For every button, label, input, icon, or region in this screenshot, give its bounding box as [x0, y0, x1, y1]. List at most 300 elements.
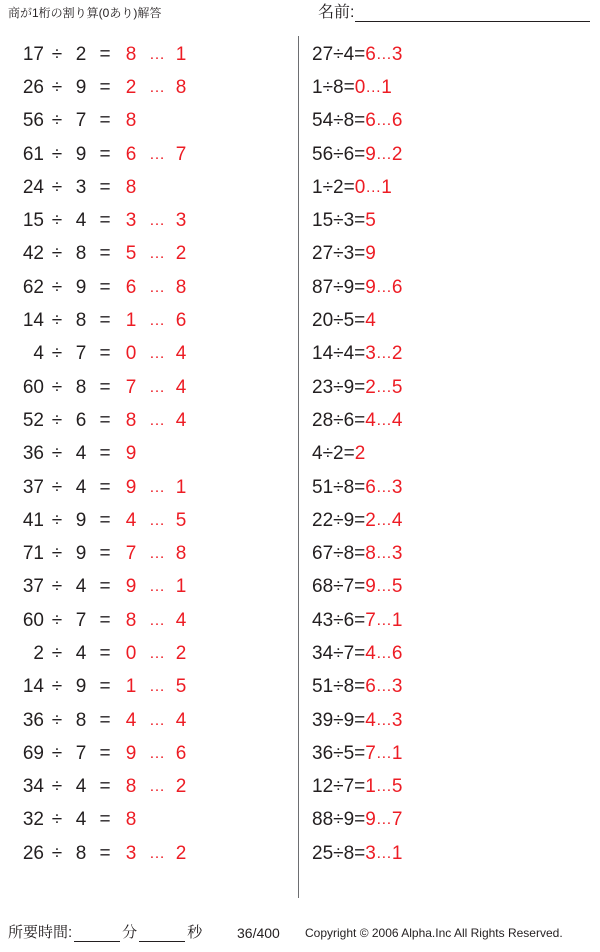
- dividend: 56: [22, 110, 44, 132]
- dividend: 26: [22, 76, 44, 98]
- quotient-answer[interactable]: 9: [125, 443, 137, 465]
- minutes-unit-label: 分: [122, 924, 138, 941]
- divisor: 8: [333, 76, 344, 98]
- problem-column-right: [0, 38, 403, 896]
- dividend: 68: [312, 576, 334, 598]
- equals-icon: =: [354, 143, 366, 165]
- remainder-dots-icon: …: [375, 345, 392, 363]
- divisor: 9: [75, 676, 87, 698]
- dividend: 14: [22, 676, 44, 698]
- divisor: 4: [75, 443, 87, 465]
- remainder-dots-icon: …: [149, 844, 165, 862]
- equals-icon: =: [99, 310, 111, 332]
- remainder-answer[interactable]: 2: [175, 243, 187, 265]
- quotient-answer[interactable]: 2: [125, 76, 137, 98]
- divide-icon: ÷: [51, 310, 63, 332]
- equals-icon: =: [99, 376, 111, 398]
- dividend: 67: [312, 543, 334, 565]
- dividend: 32: [22, 809, 44, 831]
- name-input-line[interactable]: [355, 4, 590, 22]
- divide-icon: ÷: [51, 642, 63, 664]
- divisor: 5: [343, 742, 355, 764]
- dividend: 27: [312, 43, 334, 65]
- equals-icon: =: [354, 310, 366, 332]
- remainder-dots-icon: …: [375, 778, 392, 796]
- remainder-answer[interactable]: 1: [391, 609, 403, 631]
- equals-icon: =: [99, 276, 111, 298]
- divide-icon: ÷: [51, 343, 63, 365]
- divide-icon: ÷: [333, 310, 344, 332]
- quotient-answer[interactable]: 3: [365, 343, 376, 365]
- quotient-answer[interactable]: 8: [125, 776, 137, 798]
- remainder-dots-icon: …: [149, 511, 165, 529]
- remainder-answer[interactable]: 7: [175, 143, 187, 165]
- quotient-answer[interactable]: 9: [125, 576, 137, 598]
- divisor: 9: [75, 143, 87, 165]
- quotient-answer[interactable]: 9: [365, 809, 376, 831]
- divide-icon: ÷: [333, 776, 344, 798]
- equals-icon: =: [99, 676, 111, 698]
- divisor: 3: [75, 176, 87, 198]
- remainder-dots-icon: …: [375, 378, 392, 396]
- divisor: 8: [343, 543, 355, 565]
- equals-icon: =: [99, 509, 111, 531]
- dividend: 22: [312, 509, 334, 531]
- remainder-dots-icon: …: [149, 145, 165, 163]
- remainder-answer[interactable]: 5: [175, 676, 187, 698]
- remainder-dots-icon: …: [375, 811, 392, 829]
- seconds-input-line[interactable]: [139, 925, 185, 942]
- divisor: 8: [343, 476, 355, 498]
- divide-icon: ÷: [333, 476, 344, 498]
- quotient-answer[interactable]: 4: [365, 409, 376, 431]
- remainder-dots-icon: …: [375, 578, 392, 596]
- remainder-answer[interactable]: 6: [175, 742, 187, 764]
- quotient-answer[interactable]: 8: [125, 809, 137, 831]
- equals-icon: =: [354, 609, 366, 631]
- divide-icon: ÷: [333, 509, 344, 531]
- quotient-answer[interactable]: 9: [365, 243, 376, 265]
- remainder-answer[interactable]: 3: [391, 676, 403, 698]
- equals-icon: =: [99, 609, 111, 631]
- dividend: 61: [22, 143, 44, 165]
- divisor: 7: [75, 609, 87, 631]
- equals-icon: =: [354, 842, 366, 864]
- quotient-answer[interactable]: 6: [365, 676, 376, 698]
- minutes-input-line[interactable]: [74, 925, 120, 942]
- dividend: 39: [312, 709, 334, 731]
- divisor: 8: [343, 110, 355, 132]
- equals-icon: =: [354, 110, 366, 132]
- divisor: 9: [75, 76, 87, 98]
- equals-icon: =: [343, 176, 355, 198]
- remainder-dots-icon: …: [149, 278, 165, 296]
- quotient-answer[interactable]: 0: [354, 76, 366, 98]
- divide-icon: ÷: [51, 576, 63, 598]
- quotient-answer[interactable]: 9: [125, 742, 137, 764]
- quotient-answer[interactable]: 6: [125, 276, 137, 298]
- divide-icon: ÷: [333, 609, 344, 631]
- remainder-dots-icon: …: [365, 178, 382, 196]
- remainder-dots-icon: …: [375, 411, 392, 429]
- remainder-answer[interactable]: 4: [175, 609, 187, 631]
- quotient-answer[interactable]: 3: [125, 842, 137, 864]
- dividend: 71: [22, 543, 44, 565]
- divide-icon: ÷: [51, 842, 63, 864]
- equals-icon: =: [99, 809, 111, 831]
- dividend: 20: [312, 310, 334, 332]
- divide-icon: ÷: [51, 176, 63, 198]
- remainder-answer[interactable]: 3: [391, 476, 403, 498]
- remainder-answer[interactable]: 6: [391, 110, 403, 132]
- dividend: 41: [22, 509, 44, 531]
- quotient-answer[interactable]: 2: [354, 443, 366, 465]
- quotient-answer[interactable]: 8: [125, 110, 137, 132]
- dividend: 27: [312, 243, 334, 265]
- remainder-answer[interactable]: 2: [391, 343, 403, 365]
- divisor: 2: [75, 43, 87, 65]
- remainder-answer[interactable]: 4: [175, 409, 187, 431]
- divide-icon: ÷: [51, 509, 63, 531]
- remainder-dots-icon: …: [375, 744, 392, 762]
- divisor: 8: [75, 310, 87, 332]
- divide-icon: ÷: [51, 809, 63, 831]
- quotient-answer[interactable]: 4: [365, 310, 376, 332]
- equals-icon: =: [354, 409, 366, 431]
- divisor: 6: [343, 609, 355, 631]
- seconds-unit-label: 秒: [187, 924, 203, 941]
- remainder-answer[interactable]: 4: [175, 709, 187, 731]
- divide-icon: ÷: [51, 609, 63, 631]
- quotient-answer[interactable]: 2: [365, 509, 376, 531]
- divisor: 4: [343, 343, 355, 365]
- divide-icon: ÷: [51, 409, 63, 431]
- remainder-answer[interactable]: 3: [391, 43, 403, 65]
- divisor: 2: [333, 176, 344, 198]
- dividend: 36: [312, 742, 334, 764]
- dividend: 60: [22, 376, 44, 398]
- quotient-answer[interactable]: 9: [365, 576, 376, 598]
- remainder-answer[interactable]: 3: [391, 543, 403, 565]
- page-title: 商が1桁の割り算(0あり)解答: [8, 6, 162, 20]
- quotient-answer[interactable]: 7: [365, 742, 376, 764]
- dividend: 2: [33, 642, 44, 664]
- divide-icon: ÷: [333, 376, 344, 398]
- name-field-block: [318, 4, 590, 22]
- dividend: 42: [22, 243, 44, 265]
- remainder-answer[interactable]: 5: [391, 576, 403, 598]
- remainder-dots-icon: …: [149, 411, 165, 429]
- remainder-answer[interactable]: 2: [391, 143, 403, 165]
- quotient-answer[interactable]: 5: [125, 243, 137, 265]
- dividend: 54: [312, 110, 334, 132]
- divisor: 7: [343, 776, 355, 798]
- quotient-answer[interactable]: 8: [125, 176, 137, 198]
- dividend: 28: [312, 409, 334, 431]
- dividend: 14: [312, 343, 334, 365]
- dividend: 15: [22, 210, 44, 232]
- page-header: [0, 0, 600, 34]
- equals-icon: =: [99, 576, 111, 598]
- divide-icon: ÷: [51, 476, 63, 498]
- equals-icon: =: [99, 842, 111, 864]
- quotient-answer[interactable]: 7: [125, 376, 137, 398]
- remainder-answer[interactable]: 1: [381, 176, 392, 198]
- equals-icon: =: [354, 642, 366, 664]
- name-label: 名前:: [318, 4, 355, 21]
- equals-icon: =: [99, 409, 111, 431]
- quotient-answer[interactable]: 9: [125, 476, 137, 498]
- divisor: 7: [75, 110, 87, 132]
- remainder-dots-icon: …: [375, 844, 392, 862]
- remainder-answer[interactable]: 5: [175, 509, 187, 531]
- equals-icon: =: [99, 443, 111, 465]
- equals-icon: =: [354, 776, 366, 798]
- remainder-answer[interactable]: 6: [175, 310, 187, 332]
- quotient-answer[interactable]: 6: [365, 110, 376, 132]
- dividend: 51: [312, 676, 334, 698]
- equals-icon: =: [343, 76, 355, 98]
- divide-icon: ÷: [333, 809, 344, 831]
- equals-icon: =: [343, 443, 355, 465]
- equals-icon: =: [99, 110, 111, 132]
- divisor: 9: [343, 276, 355, 298]
- equals-icon: =: [354, 243, 366, 265]
- divisor: 7: [343, 576, 355, 598]
- remainder-answer[interactable]: 1: [381, 76, 392, 98]
- remainder-answer[interactable]: 1: [175, 43, 187, 65]
- divide-icon: ÷: [51, 376, 63, 398]
- quotient-answer[interactable]: 7: [125, 543, 137, 565]
- divisor: 6: [75, 409, 87, 431]
- quotient-answer[interactable]: 7: [365, 609, 376, 631]
- remainder-answer[interactable]: 4: [391, 509, 403, 531]
- remainder-answer[interactable]: 8: [175, 276, 187, 298]
- remainder-dots-icon: …: [149, 378, 165, 396]
- remainder-dots-icon: …: [375, 545, 392, 563]
- quotient-answer[interactable]: 6: [365, 476, 376, 498]
- dividend: 23: [312, 376, 334, 398]
- divide-icon: ÷: [333, 842, 344, 864]
- remainder-dots-icon: …: [149, 744, 165, 762]
- dividend: 4: [312, 443, 323, 465]
- dividend: 1: [312, 176, 323, 198]
- remainder-answer[interactable]: 2: [175, 776, 187, 798]
- dividend: 51: [312, 476, 334, 498]
- divisor: 7: [75, 742, 87, 764]
- divisor: 9: [343, 509, 355, 531]
- quotient-answer[interactable]: 1: [365, 776, 376, 798]
- quotient-answer[interactable]: 5: [365, 210, 376, 232]
- remainder-answer[interactable]: 2: [175, 842, 187, 864]
- divide-icon: ÷: [333, 343, 344, 365]
- equals-icon: =: [99, 776, 111, 798]
- divisor: 5: [343, 310, 355, 332]
- quotient-answer[interactable]: 1: [125, 310, 137, 332]
- equals-icon: =: [99, 642, 111, 664]
- divisor: 8: [75, 709, 87, 731]
- divisor: 4: [75, 776, 87, 798]
- quotient-answer[interactable]: 2: [365, 376, 376, 398]
- quotient-answer[interactable]: 9: [365, 143, 376, 165]
- equals-icon: =: [354, 276, 366, 298]
- equals-icon: =: [99, 476, 111, 498]
- quotient-answer[interactable]: 8: [365, 543, 376, 565]
- divide-icon: ÷: [333, 110, 344, 132]
- remainder-dots-icon: …: [375, 644, 392, 662]
- divisor: 4: [75, 476, 87, 498]
- remainder-answer[interactable]: 6: [391, 276, 403, 298]
- remainder-dots-icon: …: [149, 245, 165, 263]
- quotient-answer[interactable]: 6: [365, 43, 376, 65]
- dividend: 14: [22, 310, 44, 332]
- divide-icon: ÷: [333, 210, 344, 232]
- equals-icon: =: [99, 143, 111, 165]
- remainder-dots-icon: …: [149, 45, 165, 63]
- divisor: 8: [75, 842, 87, 864]
- dividend: 37: [22, 476, 44, 498]
- dividend: 1: [312, 76, 323, 98]
- equals-icon: =: [354, 376, 366, 398]
- remainder-answer[interactable]: 4: [391, 409, 403, 431]
- remainder-dots-icon: …: [149, 212, 165, 230]
- quotient-answer[interactable]: 4: [365, 709, 376, 731]
- divide-icon: ÷: [333, 742, 344, 764]
- remainder-dots-icon: …: [375, 145, 392, 163]
- quotient-answer[interactable]: 9: [365, 276, 376, 298]
- quotient-answer[interactable]: 3: [125, 210, 137, 232]
- divide-icon: ÷: [51, 210, 63, 232]
- remainder-answer[interactable]: 3: [175, 210, 187, 232]
- quotient-answer[interactable]: 8: [125, 409, 137, 431]
- divide-icon: ÷: [333, 43, 344, 65]
- divisor: 8: [75, 376, 87, 398]
- remainder-dots-icon: …: [375, 478, 392, 496]
- equals-icon: =: [99, 76, 111, 98]
- remainder-dots-icon: …: [149, 778, 165, 796]
- divide-icon: ÷: [51, 443, 63, 465]
- equals-icon: =: [354, 509, 366, 531]
- equals-icon: =: [354, 210, 366, 232]
- dividend: 15: [312, 210, 334, 232]
- quotient-answer[interactable]: 0: [354, 176, 366, 198]
- remainder-answer[interactable]: 1: [175, 476, 187, 498]
- remainder-dots-icon: …: [149, 78, 165, 96]
- dividend: 88: [312, 809, 334, 831]
- quotient-answer[interactable]: 6: [125, 143, 137, 165]
- quotient-answer[interactable]: 4: [125, 509, 137, 531]
- remainder-answer[interactable]: 5: [391, 776, 403, 798]
- divide-icon: ÷: [333, 676, 344, 698]
- quotient-answer[interactable]: 0: [125, 343, 137, 365]
- remainder-dots-icon: …: [149, 644, 165, 662]
- dividend: 43: [312, 609, 334, 631]
- equals-icon: =: [99, 210, 111, 232]
- equals-icon: =: [99, 243, 111, 265]
- quotient-answer[interactable]: 4: [125, 709, 137, 731]
- remainder-answer[interactable]: 8: [175, 543, 187, 565]
- divisor: 9: [75, 276, 87, 298]
- equals-icon: =: [99, 742, 111, 764]
- equals-icon: =: [354, 343, 366, 365]
- remainder-dots-icon: …: [149, 312, 165, 330]
- remainder-dots-icon: …: [149, 345, 165, 363]
- remainder-answer[interactable]: 3: [391, 709, 403, 731]
- remainder-answer[interactable]: 6: [391, 642, 403, 664]
- divisor: 4: [75, 576, 87, 598]
- divisor: 7: [343, 642, 355, 664]
- remainder-dots-icon: …: [149, 478, 165, 496]
- divide-icon: ÷: [51, 243, 63, 265]
- divisor: 7: [75, 343, 87, 365]
- quotient-answer[interactable]: 8: [125, 609, 137, 631]
- remainder-dots-icon: …: [375, 611, 392, 629]
- dividend: 36: [22, 443, 44, 465]
- equals-icon: =: [354, 43, 366, 65]
- dividend: 52: [22, 409, 44, 431]
- divisor: 4: [75, 210, 87, 232]
- dividend: 87: [312, 276, 334, 298]
- divide-icon: ÷: [333, 409, 344, 431]
- dividend: 25: [312, 842, 334, 864]
- divisor: 8: [343, 842, 355, 864]
- divide-icon: ÷: [51, 276, 63, 298]
- quotient-answer[interactable]: 0: [125, 642, 137, 664]
- divide-icon: ÷: [51, 543, 63, 565]
- remainder-dots-icon: …: [365, 78, 382, 96]
- remainder-answer[interactable]: 5: [391, 376, 403, 398]
- divisor: 9: [75, 509, 87, 531]
- divisor: 9: [343, 809, 355, 831]
- equals-icon: =: [354, 543, 366, 565]
- divisor: 3: [343, 210, 355, 232]
- remainder-answer[interactable]: 1: [175, 576, 187, 598]
- divide-icon: ÷: [333, 276, 344, 298]
- remainder-answer[interactable]: 4: [175, 343, 187, 365]
- divide-icon: ÷: [51, 110, 63, 132]
- remainder-dots-icon: …: [149, 545, 165, 563]
- remainder-answer[interactable]: 8: [175, 76, 187, 98]
- equals-icon: =: [99, 543, 111, 565]
- remainder-answer[interactable]: 2: [175, 642, 187, 664]
- divide-icon: ÷: [51, 742, 63, 764]
- divisor: 2: [333, 443, 344, 465]
- quotient-answer[interactable]: 8: [125, 43, 137, 65]
- divisor: 6: [343, 409, 355, 431]
- divisor: 4: [75, 642, 87, 664]
- remainder-answer[interactable]: 1: [391, 742, 403, 764]
- equals-icon: =: [99, 43, 111, 65]
- divisor: 8: [75, 243, 87, 265]
- equals-icon: =: [354, 809, 366, 831]
- remainder-dots-icon: …: [375, 711, 392, 729]
- remainder-answer[interactable]: 7: [391, 809, 403, 831]
- remainder-dots-icon: …: [375, 278, 392, 296]
- quotient-answer[interactable]: 3: [365, 842, 376, 864]
- divisor: 3: [343, 243, 355, 265]
- equals-icon: =: [354, 709, 366, 731]
- divide-icon: ÷: [333, 576, 344, 598]
- copyright-notice: Copyright © 2006 Alpha.Inc All Rights Reserved.: [305, 926, 563, 940]
- remainder-answer[interactable]: 1: [391, 842, 403, 864]
- remainder-answer[interactable]: 4: [175, 376, 187, 398]
- quotient-answer[interactable]: 1: [125, 676, 137, 698]
- divide-icon: ÷: [322, 443, 334, 465]
- divide-icon: ÷: [322, 76, 334, 98]
- dividend: 17: [22, 43, 44, 65]
- quotient-answer[interactable]: 4: [365, 642, 376, 664]
- dividend: 34: [312, 642, 334, 664]
